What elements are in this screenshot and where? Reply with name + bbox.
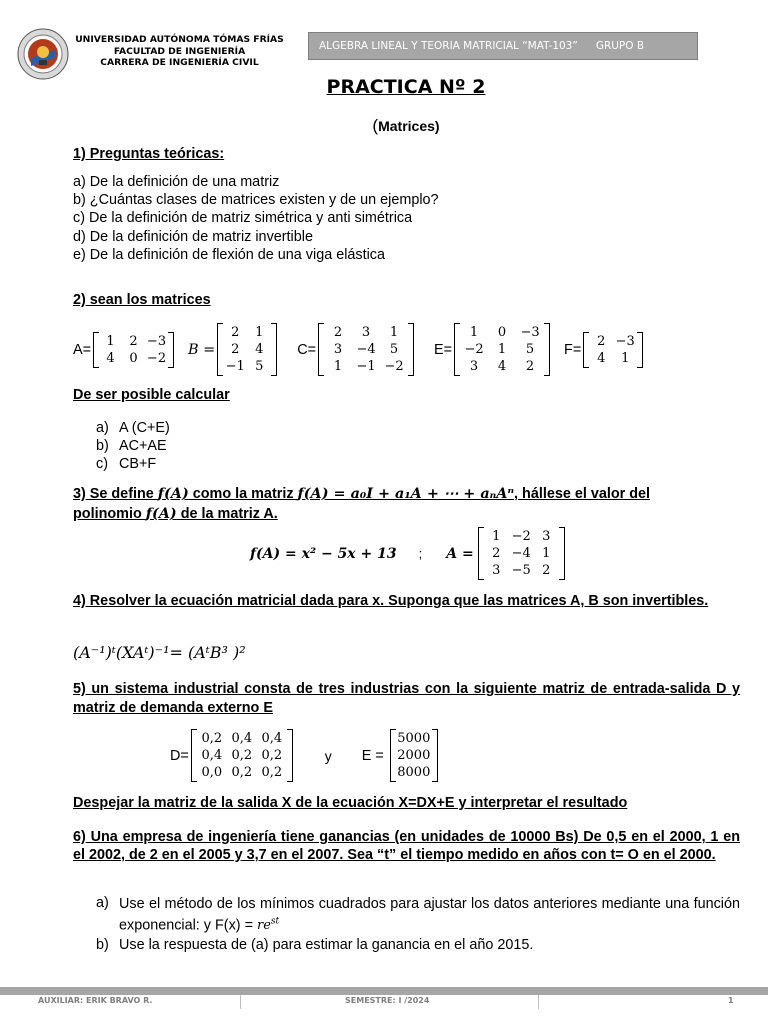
list-item: b) Use la respuesta de (a) para estimar la ganancia en el año 2015. (96, 937, 534, 954)
matrix-cell: −2 (384, 359, 404, 374)
matrix-cell: 5 (255, 359, 264, 374)
matrix-cell: 0,4 (231, 731, 253, 746)
matrix-cell: 4 (255, 342, 264, 357)
q3-matrix-a (478, 527, 565, 580)
matrix-cell: 0 (497, 325, 507, 340)
matrix-cell: 2 (525, 359, 535, 374)
matrix-cell: 0 (129, 350, 138, 366)
matrix-cell: 0,0 (201, 765, 223, 780)
q3-heading: 3) Se define f(A) como la matriz f(A) = a₀I + a₁A + ⋯ + aₙAⁿ, hállese el valor del polinomio f(A) de la matriz A. (73, 485, 651, 522)
matrix-c-label: C= (297, 341, 317, 358)
q2-heading: 2) sean los matrices (73, 292, 211, 308)
matrix-cell: 2000 (397, 748, 431, 763)
matrix-cell: 2 (333, 325, 343, 340)
q1-list (73, 173, 439, 264)
matrix-cell: 5 (389, 342, 399, 357)
matrix-b-label: B = (188, 341, 216, 358)
q5-matrices (170, 729, 438, 782)
matrix-cell: 1 (255, 325, 264, 340)
matrix-cell: 3 (469, 359, 479, 374)
list-item: d) De la definición de matriz invertible (73, 228, 313, 245)
matrix-a-label: A= (73, 341, 92, 358)
q1-heading: 1) Preguntas teóricas: (73, 146, 225, 162)
matrix-cell: −2 (511, 529, 531, 544)
list-item: b) AC+AE (96, 438, 167, 455)
course-banner (308, 32, 698, 60)
faculty-name: FACULTAD DE INGENIERÍA (113, 45, 246, 57)
calc-heading: De ser posible calcular (73, 387, 230, 403)
matrix-cell: −4 (511, 546, 531, 561)
footer-bar (0, 987, 768, 995)
matrix-cell: 2 (231, 325, 240, 340)
matrix-cell: −2 (464, 342, 484, 357)
matrix-cell: 4 (497, 359, 507, 374)
matrix-cell: 1 (333, 359, 343, 374)
polynomial-formula: f(A) = x² − 5x + 13 (250, 545, 397, 562)
matrix-cell: −3 (520, 325, 540, 340)
matrix-row (73, 323, 643, 376)
matrix-c (318, 323, 414, 376)
q5-heading: 5) un sistema industrial consta de tres industrias con la siguiente matriz de entrada-salida D y matriz de demanda externo E (73, 681, 740, 716)
matrix-cell: 4 (106, 350, 115, 366)
matrix-cell: 0,2 (261, 765, 283, 780)
career-name: CARRERA DE INGENIERÍA CIVIL (100, 57, 259, 68)
matrix-cell: 0,2 (231, 765, 253, 780)
matrix-cell: 0,4 (201, 748, 223, 763)
matrix-cell: −3 (615, 333, 635, 349)
matrix-cell: −3 (146, 333, 167, 349)
matrix-cell: 1 (469, 325, 479, 340)
matrix-cell: 1 (106, 333, 115, 349)
matrix-cell: −1 (225, 359, 245, 374)
matrix-cell: 2 (129, 333, 138, 349)
matrix-a-label: A = (446, 545, 474, 562)
matrix-cell: 0,4 (261, 731, 283, 746)
list-item: a) De la definición de una matriz (73, 174, 280, 190)
course-name: ALGEBRA LINEAL Y TEORIA MATRICIAL “MAT-103” (319, 40, 578, 52)
matrix-cell: 2 (492, 546, 501, 561)
q6-heading: 6) Una empresa de ingeniería tiene ganancias (en unidades de 10000 Bs) De 0,5 en el 2000, 1 en el 2002, de 2 en el 2005 y 3,7 en el 2007. Sea “t” el tiempo medido en años con t= O en el 2000. (73, 829, 740, 863)
matrix-cell: −1 (356, 359, 376, 374)
matrix-cell: 3 (542, 529, 551, 544)
matrix-cell: 1 (389, 325, 399, 340)
matrix-cell: 3 (492, 563, 501, 578)
matrix-cell: 8000 (397, 765, 431, 780)
matrix-e (454, 323, 550, 376)
page-footer (0, 995, 768, 1007)
matrix-cell: 4 (597, 350, 606, 366)
q4-equation: (A⁻¹)ᵗ(XAᵗ)⁻¹= (AᵗB³ )² (73, 643, 246, 662)
matrix-cell: 1 (542, 546, 551, 561)
matrix-cell: 0,2 (201, 731, 223, 746)
footer-auxiliar: AUXILIAR: ERIK BRAVO R. (38, 996, 153, 1005)
matrix-cell: 2 (597, 333, 606, 349)
matrix-cell: 2 (542, 563, 551, 578)
page-title: PRACTICA Nº 2 (326, 76, 486, 98)
q5-instruction: Despejar la matriz de la salida X de la ecuación X=DX+E y interpretar el resultado (73, 795, 628, 811)
matrix-e-label: E = (361, 747, 384, 764)
footer-page-number: 1 (728, 996, 734, 1005)
list-item: a) Use el método de los mínimos cuadrados para ajustar los datos anteriores mediante una función exponencial: y $F(x) = re^{st}$ (96, 895, 740, 934)
page-subtitle: (Matrices) (372, 116, 440, 135)
matrix-f-label: F= (564, 341, 582, 358)
matrix-cell: 0,2 (261, 748, 283, 763)
matrix-b (217, 323, 277, 376)
matrix-a (93, 332, 174, 368)
list-item: a) A (C+E) (96, 420, 170, 436)
matrix-d (191, 729, 293, 782)
separator: ; (418, 546, 423, 561)
q4-heading: 4) Resolver la ecuación matricial dada para x. Suponga que las matrices A, B son invertibles. (73, 593, 709, 609)
matrix-f (583, 332, 643, 368)
matrix-cell: 1 (492, 529, 501, 544)
matrix-cell: −5 (511, 563, 531, 578)
and-text: y (324, 747, 332, 764)
matrix-e-demand (390, 729, 438, 782)
q6-list (96, 895, 740, 953)
university-seal (17, 28, 69, 80)
matrix-cell: −2 (146, 350, 167, 366)
matrix-cell: −4 (356, 342, 376, 357)
matrix-cell: 3 (361, 325, 371, 340)
list-item: b) ¿Cuántas clases de matrices existen y de un ejemplo? (73, 192, 439, 209)
matrix-d-label: D= (170, 747, 189, 764)
list-item: c) CB+F (96, 456, 157, 473)
matrix-cell: 5000 (397, 731, 431, 746)
matrix-cell: 1 (497, 342, 507, 357)
list-item: e) De la definición de flexión de una viga elástica (73, 246, 385, 263)
q3-polynomial (250, 527, 565, 580)
calc-list (96, 419, 170, 474)
matrix-e-label: E= (434, 341, 453, 358)
matrix-cell: 0,2 (231, 748, 253, 763)
institution-header (72, 34, 287, 69)
matrix-cell: 3 (333, 342, 343, 357)
university-name: UNIVERSIDAD AUTÓNOMA TÓMAS FRÍAS (75, 34, 284, 45)
footer-semester: SEMESTRE: I /2024 (345, 996, 430, 1005)
matrix-cell: 5 (525, 342, 535, 357)
list-item: c) De la definición de matriz simétrica y anti simétrica (73, 210, 413, 227)
group-name: GRUPO B (595, 40, 645, 52)
matrix-cell: 1 (621, 350, 630, 366)
matrix-cell: 2 (231, 342, 240, 357)
